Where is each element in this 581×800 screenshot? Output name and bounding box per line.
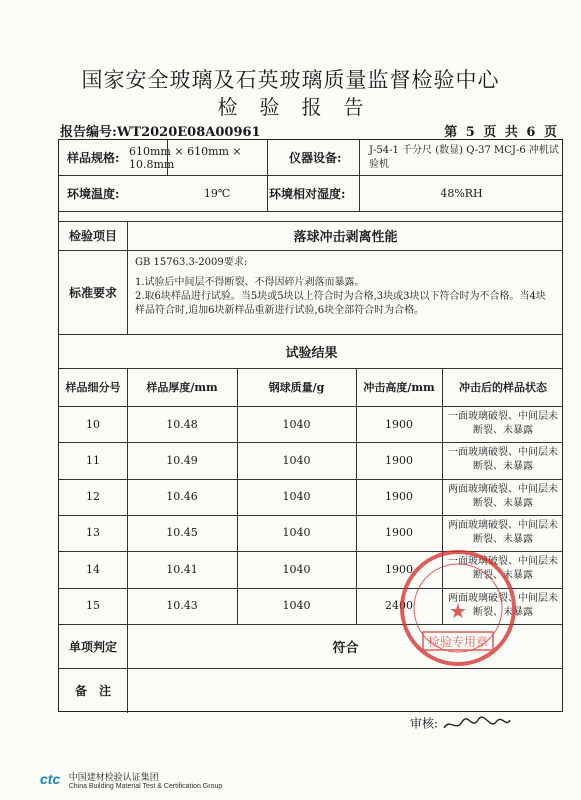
table-cell: 1040 [282, 599, 311, 612]
report-number-value: WT2020E08A00961 [116, 125, 261, 140]
table-cell: 1900 [385, 526, 413, 540]
svg-text:★: ★ [449, 599, 467, 623]
company-name-en: China Building Material Test & Certification Group [68, 783, 223, 790]
col-header-state: 冲击后的样品状态 [459, 381, 547, 394]
table-cell: 10.49 [166, 453, 198, 467]
report-number [60, 121, 261, 140]
table-cell: 10.41 [166, 562, 198, 576]
table-cell: 1900 [385, 562, 413, 576]
table-cell: 10.46 [166, 490, 198, 504]
equip-value: J-54-1 千分尺 (数显) Q-37 MCJ-6 冲机试验机 [369, 144, 559, 170]
verdict-label: 单项判定 [68, 639, 117, 654]
report-title: 国家安全玻璃及石英玻璃质量监督检验中心 [81, 68, 500, 92]
remarks-label: 备 注 [74, 684, 111, 698]
table-cell: 13 [86, 526, 100, 540]
standard-label: 标准要求 [68, 285, 117, 300]
table-cell: 1040 [282, 562, 311, 576]
table-cell: 12 [86, 490, 100, 504]
standard-text [135, 256, 555, 318]
table-cell: 一面玻璃破裂、中间层未断裂、未暴露 [448, 556, 558, 582]
test-item-label: 检验项目 [68, 229, 117, 243]
table-cell: 两面玻璃破裂、中间层未断裂、未暴露 [448, 483, 558, 509]
table-cell: 10.43 [166, 599, 198, 612]
table-cell: 一面玻璃破裂、中间层未断裂、未暴露 [448, 447, 558, 473]
report-number-label: 报告编号: [60, 125, 117, 140]
table-cell: 10.48 [166, 417, 198, 431]
page-info: 第 5 页 共 6 页 [444, 125, 559, 140]
reviewer-label: 审核: [410, 716, 439, 731]
remarks-value [135, 668, 555, 713]
verdict-value: 符合 [332, 640, 359, 656]
seal-text: 检验专用章 [427, 635, 489, 649]
ctc-logo: ctc [40, 771, 61, 788]
col-header-mass: 钢球质量/g [268, 381, 325, 394]
table-cell: 两面玻璃破裂、中间层未断裂、未暴露 [448, 592, 558, 618]
table-cell: 1900 [385, 453, 413, 467]
spec-label: 样品规格: [67, 151, 120, 165]
table-cell: 1040 [282, 417, 311, 431]
report-subtitle: 检验报告 [217, 95, 386, 119]
col-header-height: 冲击高度/mm [363, 381, 435, 394]
col-header-thickness: 样品厚度/mm [146, 381, 218, 394]
inspection-seal [398, 548, 518, 668]
table-cell: 1040 [282, 490, 311, 504]
test-item-value: 落球冲击剥离性能 [293, 230, 398, 245]
handwritten-signature [442, 714, 512, 734]
table-cell: 11 [86, 453, 100, 467]
table-cell: 10 [86, 417, 100, 431]
table-cell: 1040 [282, 453, 311, 467]
table-cell: 两面玻璃破裂、中间层未断裂、未暴露 [448, 519, 558, 545]
table-cell: 10.45 [166, 526, 198, 540]
table-cell: 1900 [385, 417, 413, 431]
equip-label: 仪器设备: [289, 151, 342, 165]
spec-value: 610mm × 610mm × 10.8mm [129, 144, 242, 171]
temp-label: 环境温度: [67, 186, 120, 201]
col-header-sample: 样品细分号 [65, 381, 121, 394]
standard-line-2: 2.取6块样品进行试验。当5块或5块以上符合时为合格,3块或3块以下符合时为不合格。当4块样品符合时,追加6块新样品重新进行试验,6块全部符合时为合格。 [135, 291, 546, 316]
temp-value: 19℃ [203, 186, 231, 200]
table-cell: 2400 [385, 599, 413, 612]
table-cell: 15 [86, 599, 100, 612]
table-cell: 1900 [385, 490, 413, 504]
results-title: 试验结果 [285, 345, 338, 361]
humidity-value: 48%RH [440, 186, 483, 200]
footer-logo [40, 770, 222, 790]
humidity-label: 环境相对湿度: [269, 186, 346, 201]
table-cell: 14 [86, 562, 100, 576]
standard-line-1: 1.试验后中间层不得断裂、不得因碎片剥落而暴露。 [135, 277, 365, 288]
reviewer-signature [410, 714, 512, 734]
table-cell: 一面玻璃破裂、中间层未断裂、未暴露 [448, 411, 558, 436]
table-cell: 1040 [282, 526, 311, 540]
company-name: 中国建材检验认证集团 [68, 772, 159, 782]
standard-code: GB 15763.3-2009要求: [135, 257, 248, 268]
